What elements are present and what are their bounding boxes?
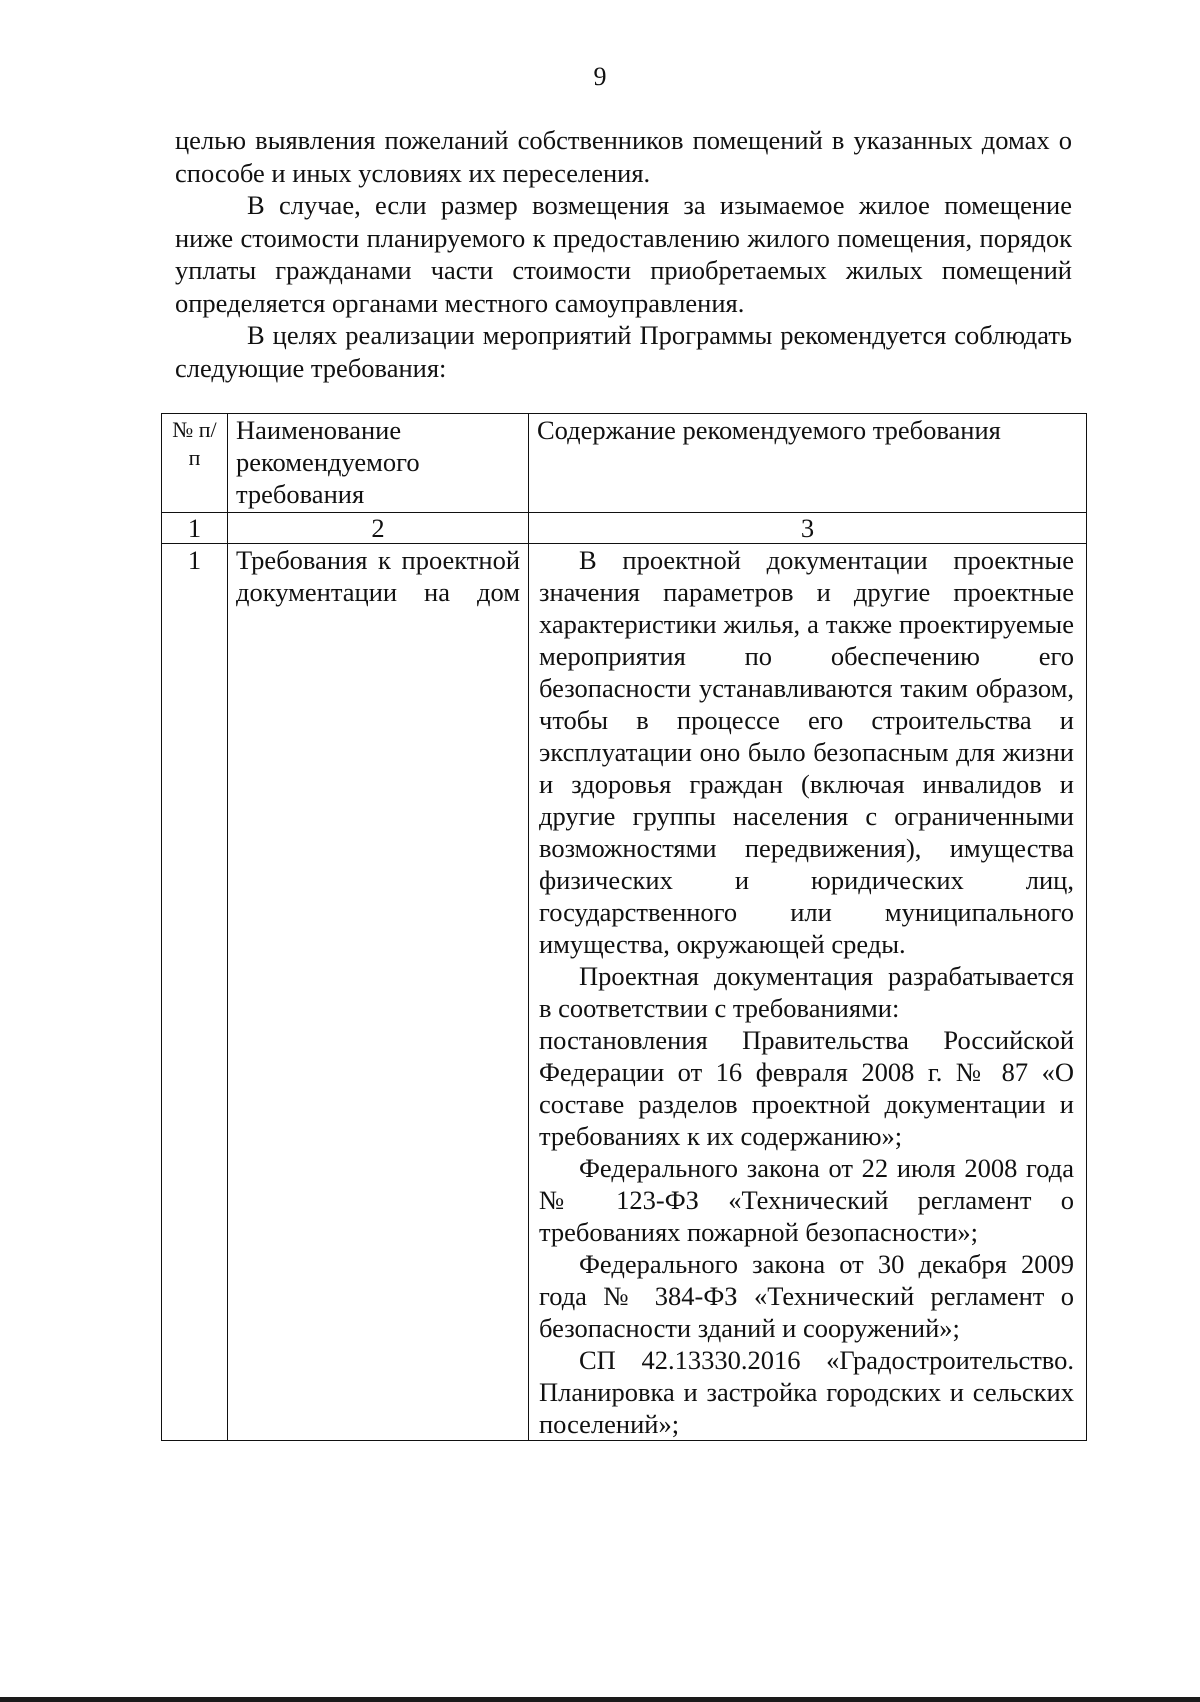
row-name-text: Требования к проектной документации на дом: [236, 545, 520, 607]
page-number: 9: [593, 62, 607, 91]
column-number: 3: [529, 513, 1087, 544]
column-number-row: [162, 513, 1087, 544]
row-num: 1: [162, 544, 228, 1441]
intro-paragraph: целью выявления пожеланий собственников помещений в указанных домах о способе и иных условиях их переселения.: [175, 125, 1072, 188]
intro-paragraph: В целях реализации мероприятий Программы рекомендуется соблюдать следующие требования:: [175, 320, 1072, 383]
header-name: Наименование рекомендуемого требования: [228, 414, 529, 513]
content-paragraph: Федерального закона от 22 июля 2008 года № 123-ФЗ «Технический регламент о требованиях пожарной безопасности»;: [539, 1153, 1074, 1247]
header-content: Содержание рекомендуемого требования: [529, 414, 1087, 513]
header-num: № п/п: [162, 414, 228, 513]
table-header-row: [162, 414, 1087, 513]
content-paragraph: СП 42.13330.2016 «Градостроительство. Планировка и застройка городских и сельских поселений»;: [539, 1345, 1074, 1439]
content-paragraph: Проектная документация разрабатывается в соответствии с требованиями:: [539, 961, 1074, 1023]
intro-text: [175, 124, 1072, 384]
row-name: [228, 544, 529, 1441]
requirements-table: [161, 413, 1087, 1441]
content-paragraph: В проектной документации проектные значения параметров и другие проектные характеристики жилья, а также проектируемые мероприятия по обеспечению его безопасности устанавливаются таким образом, чтобы в процессе его строительства и эксплуатации оно было безопасным для жизни и здоровья граждан (включая инвалидов и другие группы населения с ограниченными возможностями передвижения), имущества физических и юридических лиц, государственного или муниципального имущества, окружающей среды.: [539, 545, 1074, 959]
intro-paragraph: В случае, если размер возмещения за изымаемое жилое помещение ниже стоимости планируемого к предоставлению жилого помещения, порядок уплаты гражданами части стоимости приобретаемых жилых помещений определяется органами местного самоуправления.: [175, 190, 1072, 318]
row-content: [529, 544, 1087, 1441]
content-paragraph: постановления Правительства Российской Федерации от 16 февраля 2008 г. № 87 «О составе разделов проектной документации и требованиях к их содержанию»;: [539, 1025, 1074, 1151]
table-row: [162, 544, 1087, 1441]
content-paragraph: Федерального закона от 30 декабря 2009 года № 384-ФЗ «Технический регламент о безопасности зданий и сооружений»;: [539, 1249, 1074, 1343]
column-number: 2: [228, 513, 529, 544]
column-number: 1: [162, 513, 228, 544]
scan-edge-line: [0, 1697, 1200, 1702]
